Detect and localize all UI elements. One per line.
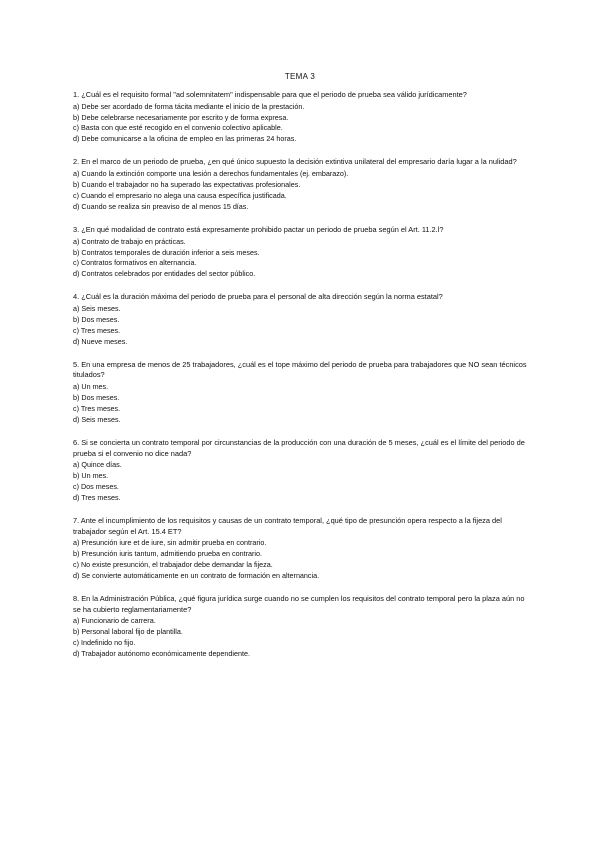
option-list	[73, 237, 533, 280]
answer-option: c) Basta con que esté recogido en el convenio colectivo aplicable.	[73, 123, 283, 133]
answer-option: d) Se convierte automáticamente en un contrato de formación en alternancia.	[73, 570, 320, 580]
answer-option: d) Seis meses.	[73, 414, 121, 424]
answer-option: c) Cuando el empresario no alega una causa específica justificada.	[73, 190, 287, 200]
question-list	[73, 90, 533, 672]
answer-option: d) Debe comunicarse a la oficina de empleo en las primeras 24 horas.	[73, 134, 297, 144]
answer-option: b) Dos meses.	[73, 314, 120, 324]
answer-option: b) Presunción iuris tantum, admitiendo prueba en contrario.	[73, 549, 262, 559]
question-block	[73, 157, 533, 212]
question-text: 1. ¿Cuál es el requisito formal "ad solemnitatem" indispensable para que el periodo de prueba sea válido jurídicamente?	[73, 90, 467, 99]
answer-option: c) No existe presunción, el trabajador debe demandar la fijeza.	[73, 559, 273, 569]
answer-option: b) Contratos temporales de duración inferior a seis meses.	[73, 247, 260, 257]
answer-option: d) Nueve meses.	[73, 336, 128, 346]
question-text: 8. En la Administración Pública, ¿qué figura jurídica surge cuando no se cumplen los requisitos del contrato temporal pero la plaza aún no se ha cubierto reglamentariamente?	[73, 594, 525, 614]
question-block	[73, 594, 533, 660]
option-list	[73, 538, 533, 581]
question-block	[73, 360, 533, 426]
answer-option: c) Tres meses.	[73, 325, 121, 335]
answer-option: b) Personal laboral fijo de plantilla.	[73, 627, 183, 637]
option-list	[73, 460, 533, 503]
question-text: 7. Ante el incumplimiento de los requisitos y causas de un contrato temporal, ¿qué tipo de presunción opera respecto a la fijeza del trabajador según el Art. 15.4 ET?	[73, 516, 502, 536]
answer-option: c) Contratos formativos en alternancia.	[73, 258, 197, 268]
question-text: 2. En el marco de un periodo de prueba, ¿en qué único supuesto la decisión extintiva unilateral del empresario daría lugar a la nulidad?	[73, 157, 517, 167]
answer-option: d) Tres meses.	[73, 492, 121, 502]
answer-option: a) Un mes.	[73, 382, 109, 392]
option-list	[73, 304, 533, 347]
answer-option: b) Debe celebrarse necesariamente por escrito y de forma expresa.	[73, 112, 289, 122]
page-title: TEMA 3	[284, 72, 316, 81]
question-text: 5. En una empresa de menos de 25 trabajadores, ¿cuál es el tope máximo del periodo de prueba para trabajadores que NO sean técnicos titulados?	[73, 359, 527, 380]
question-text: 6. Si se concierta un contrato temporal por circunstancias de la producción con una duración de 5 meses, ¿cuál es el límite del periodo de prueba si el convenio no dice nada?	[73, 437, 525, 458]
option-list	[73, 102, 533, 145]
answer-option: d) Trabajador autónomo económicamente dependiente.	[73, 648, 251, 658]
question-block	[73, 438, 533, 504]
answer-option: a) Cuando la extinción comporte una lesión a derechos fundamentales (ej. embarazo).	[73, 169, 349, 179]
answer-option: b) Cuando el trabajador no ha superado las expectativas profesionales.	[73, 180, 301, 190]
question-block	[73, 225, 533, 280]
answer-option: a) Presunción iure et de iure, sin admitir prueba en contrario.	[73, 538, 267, 548]
answer-option: a) Funcionario de carrera.	[73, 616, 156, 626]
answer-option: a) Seis meses.	[73, 304, 121, 314]
answer-option: a) Debe ser acordado de forma tácita mediante el inicio de la prestación.	[73, 101, 305, 111]
option-list	[73, 169, 533, 212]
answer-option: c) Dos meses.	[73, 481, 119, 491]
question-block	[73, 292, 533, 347]
answer-option: d) Cuando se realiza sin preaviso de al menos 15 días.	[73, 201, 249, 211]
answer-option: a) Quince días.	[73, 460, 122, 470]
answer-option: b) Un mes.	[73, 471, 109, 481]
question-block	[73, 516, 533, 582]
option-list	[73, 616, 533, 659]
answer-option: c) Indefinido no fijo.	[73, 638, 136, 648]
question-block	[73, 90, 533, 145]
answer-option: d) Contratos celebrados por entidades del sector público.	[73, 269, 256, 279]
answer-option: c) Tres meses.	[73, 403, 121, 413]
option-list	[73, 382, 533, 425]
answer-option: a) Contrato de trabajo en prácticas.	[73, 236, 186, 246]
question-text: 4. ¿Cuál es la duración máxima del periodo de prueba para el personal de alta dirección según la norma estatal?	[73, 292, 443, 302]
question-text: 3. ¿En qué modalidad de contrato está expresamente prohibido pactar un periodo de prueba según el Art. 11.2.l?	[73, 224, 444, 234]
answer-option: b) Dos meses.	[73, 393, 120, 403]
